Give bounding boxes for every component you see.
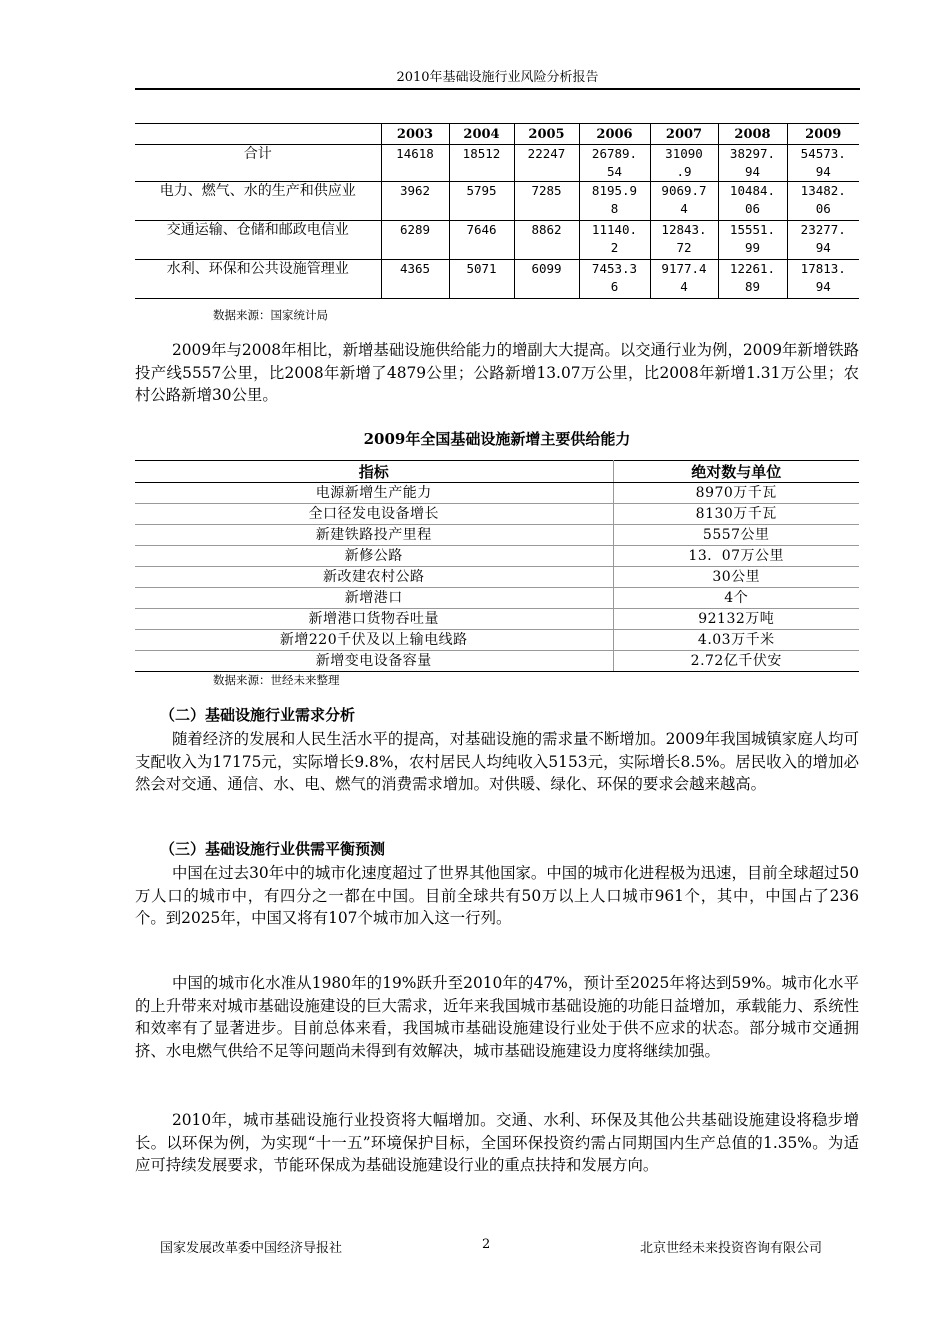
table-cell: 5795 — [449, 182, 514, 221]
value-cell: 8130万千瓦 — [613, 504, 859, 525]
table-row — [135, 651, 859, 672]
table-cell: 54573. 94 — [787, 145, 859, 182]
value-cell: 4个 — [613, 588, 859, 609]
paragraph-2010-investment: 2010年，城市基础设施行业投资将大幅增加。交通、水利、环保及其他公共基础设施建设将稳步增长。以环保为例，为实现“十一五”环境保护目标，全国环保投资约需占同期国内生产总值的1.35%。为适应可持续发展要求，节能环保成为基础设施建设行业的重点扶持和发展方向。 — [135, 1111, 859, 1174]
table-row — [135, 546, 859, 567]
page-number: 2 — [482, 1237, 491, 1252]
row-label: 交通运输、仓储和邮政电信业 — [135, 221, 381, 260]
row-label: 电力、燃气、水的生产和供应业 — [135, 182, 381, 221]
year-header: 2006 — [579, 124, 650, 145]
indicator-cell: 新增220千伏及以上输电线路 — [135, 630, 613, 651]
table-row — [135, 483, 859, 504]
indicator-cell: 新建铁路投产里程 — [135, 525, 613, 546]
table-cell: 15551. 99 — [718, 221, 787, 260]
table-row — [135, 260, 859, 299]
indicator-cell: 新修公路 — [135, 546, 613, 567]
table-cell: 7285 — [514, 182, 579, 221]
year-header: 2009 — [787, 124, 859, 145]
table2-caption: 2009年全国基础设施新增主要供给能力 — [363, 430, 631, 448]
header-rule — [135, 88, 860, 90]
table-cell: 38297. 94 — [718, 145, 787, 182]
table-cell: 6289 — [381, 221, 449, 260]
paragraph-urbanization-level: 中国的城市化水准从1980年的19%跃升至2010年的47%，预计至2025年将达到59%。城市化水平的上升带来对城市基础设施建设的巨大需求，近年来我国城市基础设施的功能日益增加，承载能力、系统性和效率有了显著进步。目前总体来看，我国城市基础设施建设行业处于供不应求的状态。部分城市交通拥挤、水电燃气供给不足等问题尚未得到有效解决，城市基础设施建设力度将继续加强。 — [135, 974, 859, 1060]
table-cell: 4365 — [381, 260, 449, 299]
table-row — [135, 182, 859, 221]
table-row — [135, 504, 859, 525]
paragraph-2009-comparison: 2009年与2008年相比，新增基础设施供给能力的增副大大提高。以交通行业为例，2009年新增铁路投产线5557公里，比2008年新增了4879公里；公路新增13.07万公里，比2008年新增1.31万公里；农村公路新增30公里。 — [135, 341, 859, 404]
year-header: 2005 — [514, 124, 579, 145]
table-cell: 9177.4 4 — [650, 260, 718, 299]
section-heading-demand: （二）基础设施行业需求分析 — [160, 706, 356, 724]
table-row — [135, 221, 859, 260]
value-cell: 4.03万千米 — [613, 630, 859, 651]
table-cell: 12843. 72 — [650, 221, 718, 260]
value-cell: 8970万千瓦 — [613, 483, 859, 504]
table-cell: 7646 — [449, 221, 514, 260]
table-cell: 8195.9 8 — [579, 182, 650, 221]
value-cell: 2.72亿千伏安 — [613, 651, 859, 672]
investment-table — [135, 123, 859, 299]
indicator-cell: 新改建农村公路 — [135, 567, 613, 588]
table-row — [135, 609, 859, 630]
paragraph-urbanization-speed: 中国在过去30年中的城市化速度超过了世界其他国家。中国的城市化进程极为迅速，目前全球超过50万人口的城市中，有四分之一都在中国。目前全球共有50万以上人口城市961个，其中，中国占了236个。到2025年，中国又将有107个城市加入这一行列。 — [135, 864, 859, 927]
value-cell: 92132万吨 — [613, 609, 859, 630]
table-cell: 5071 — [449, 260, 514, 299]
row-label: 合计 — [135, 145, 381, 182]
table-cell: 17813. 94 — [787, 260, 859, 299]
table-cell: 9069.7 4 — [650, 182, 718, 221]
capacity-table — [135, 460, 859, 672]
footer-right: 北京世经未来投资咨询有限公司 — [640, 1241, 823, 1256]
table-cell: 11140. 2 — [579, 221, 650, 260]
paragraph-demand: 随着经济的发展和人民生活水平的提高，对基础设施的需求量不断增加。2009年我国城镇家庭人均可支配收入为17175元，实际增长9.8%，农村居民人均纯收入5153元，实际增长8.5%。居民收入的增加必然会对交通、通信、水、电、燃气的消费需求增加。对供暖、绿化、环保的要求会越来越高。 — [135, 730, 859, 793]
table-row — [135, 145, 859, 182]
table-header-row — [135, 124, 859, 145]
year-header: 2007 — [650, 124, 718, 145]
indicator-header: 指标 — [135, 461, 613, 483]
table-cell: 7453.3 6 — [579, 260, 650, 299]
table-cell: 31090 .9 — [650, 145, 718, 182]
table-cell: 10484. 06 — [718, 182, 787, 221]
table1-source: 数据来源：国家统计局 — [213, 308, 328, 322]
value-cell: 5557公里 — [613, 525, 859, 546]
table-cell: 13482. 06 — [787, 182, 859, 221]
row-label: 水利、环保和公共设施管理业 — [135, 260, 381, 299]
table-corner — [135, 124, 381, 145]
footer-left: 国家发展改革委中国经济导报社 — [160, 1241, 343, 1256]
indicator-cell: 电源新增生产能力 — [135, 483, 613, 504]
section-heading-forecast: （三）基础设施行业供需平衡预测 — [160, 840, 386, 858]
table-row — [135, 630, 859, 651]
table-cell: 3962 — [381, 182, 449, 221]
year-header: 2003 — [381, 124, 449, 145]
value-cell: 13．07万公里 — [613, 546, 859, 567]
indicator-cell: 新增港口货物吞吐量 — [135, 609, 613, 630]
indicator-cell: 新增港口 — [135, 588, 613, 609]
table-row — [135, 525, 859, 546]
table2-source: 数据来源：世经未来整理 — [213, 673, 340, 687]
table-cell: 6099 — [514, 260, 579, 299]
table-row — [135, 588, 859, 609]
value-header: 绝对数与单位 — [613, 461, 859, 483]
indicator-cell: 全口径发电设备增长 — [135, 504, 613, 525]
year-header: 2008 — [718, 124, 787, 145]
page-header: 2010年基础设施行业风险分析报告 — [396, 70, 599, 85]
indicator-cell: 新增变电设备容量 — [135, 651, 613, 672]
table-cell: 22247 — [514, 145, 579, 182]
table-cell: 8862 — [514, 221, 579, 260]
table-header-row — [135, 461, 859, 483]
year-header: 2004 — [449, 124, 514, 145]
table-cell: 14618 — [381, 145, 449, 182]
table-row — [135, 567, 859, 588]
table-cell: 26789. 54 — [579, 145, 650, 182]
table-cell: 23277. 94 — [787, 221, 859, 260]
table-cell: 12261. 89 — [718, 260, 787, 299]
value-cell: 30公里 — [613, 567, 859, 588]
table-cell: 18512 — [449, 145, 514, 182]
